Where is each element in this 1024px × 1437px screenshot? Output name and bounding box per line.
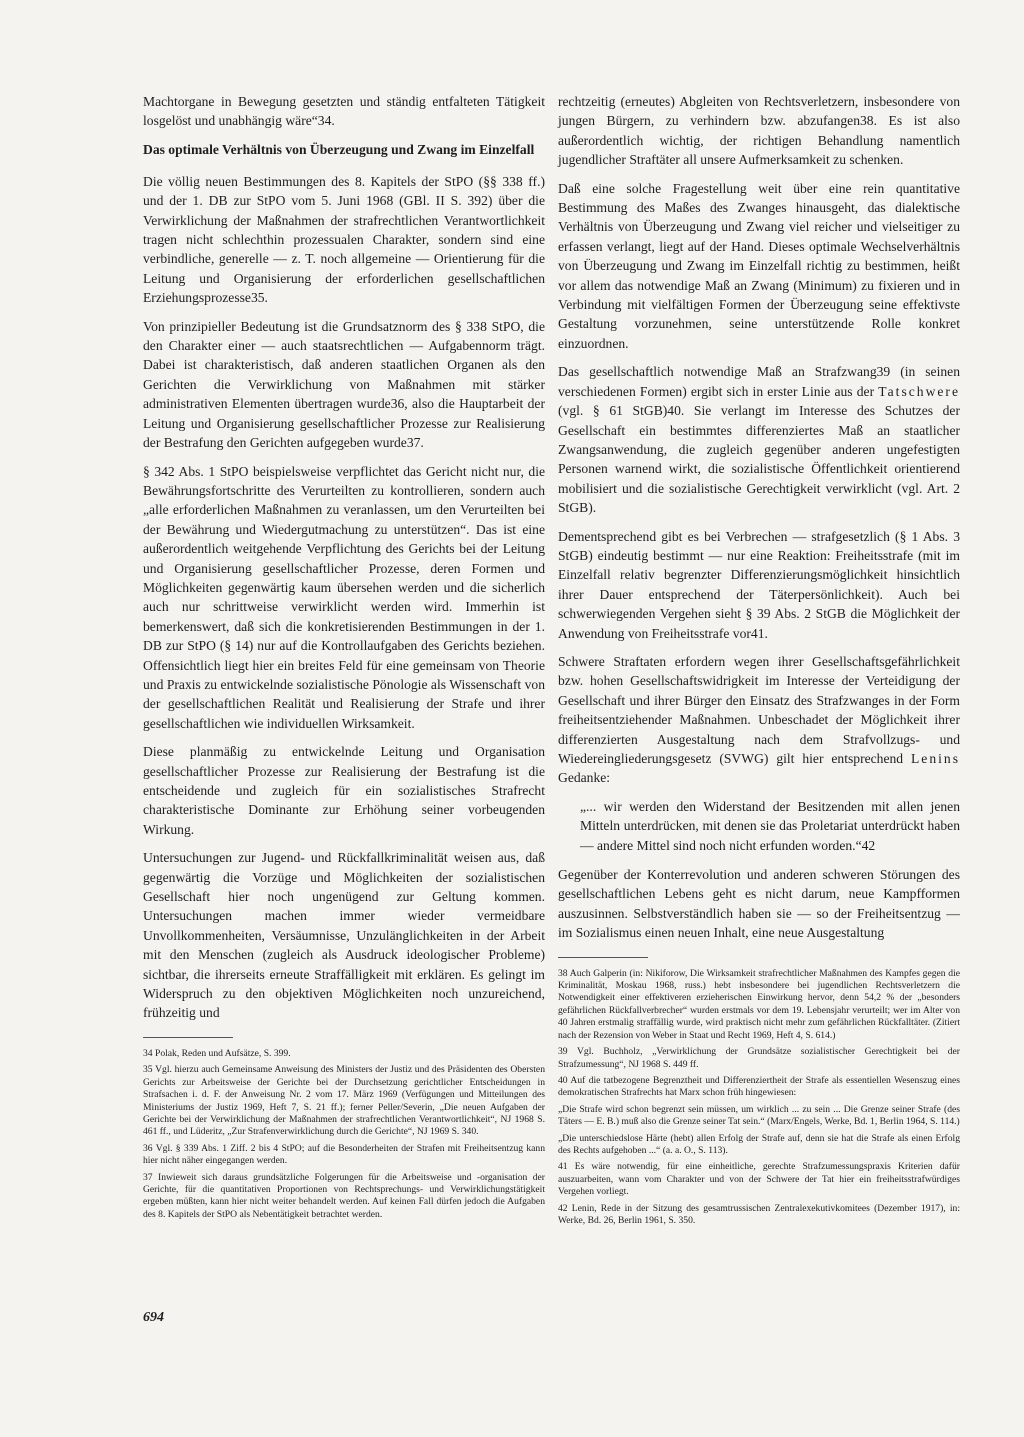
footnote: 40 Auf die tatbezogene Begrenztheit und Differenziertheit der Strafe als essentiellen Wesenszug eines demokratischen Strafrechts hat Marx schon früh hingewiesen: [558,1074,960,1099]
paragraph: Dementsprechend gibt es bei Verbrechen — strafgesetzlich (§ 1 Abs. 3 StGB) eindeutig bestimmt — nur eine Reaktion: Freiheitsstrafe (mit im Einzelfall relativ begrenzter Differenzierungsmöglichkeit hinsichtlich ihrer Dauer entsprechend der Täterpersönlichkeit). Auch bei schwerwiegenden Vergehen sieht § 39 Abs. 2 StGB die Möglichkeit der Anwendung von Freiheitsstrafe vor41. [558,528,960,641]
right-column [558,92,960,1231]
text-span: (vgl. § 61 StGB)40. Sie verlangt im Interesse des Schutzes der Gesellschaft ein bestimmtes differenziertes Maß an staatlicher Zwangsanwendung, die zugleich gegenüber anderen ungefestigten Personen warnend wirkt, die sozialistische Öffentlichkeit orientierend mobilisiert und die sozialistische Gerechtigkeit verwirklicht (vgl. Art. 2 StGB). [558,403,960,516]
footnote: 42 Lenin, Rede in der Sitzung des gesamtrussischen Zentralexekutivkomitees (Dezember 1917), in: Werke, Bd. 26, Berlin 1961, S. 350. [558,1202,960,1226]
footnote: 35 Vgl. hierzu auch Gemeinsame Anweisung des Ministers der Justiz und des Präsidenten des Obersten Gerichts zur Arbeitsweise der Gerichte bei der Durchsetzung gerichtlicher Entscheidungen in Strafsachen i. d. F. der Anweisung Nr. 2 vom 17. März 1969 (Verfügungen und Mitteilungen des Ministeriums der Justiz 1969, Heft 7, S. 21 ff.); ferner Peller/Severin, „Die neuen Aufgaben der Gerichte bei der Verwirklichung der Maßnahmen der strafrechtlichen Verantwortlichkeit“, NJ 1968 S. 461 ff., und Lüderitz, „Zur Strafenverwirklichung durch die Gerichte“, NJ 1969 S. 340. [143,1064,545,1138]
paragraph-intro-right: rechtzeitig (erneutes) Abgleiten von Rechtsverletzern, insbesondere von jungen Bürgern, zu verhindern bzw. abzufangen38. Es ist also außerordentlich wichtig, der richtigen Behandlung namentlich jugendlicher Straftäter all unsere Aufmerksamkeit zu schenken. [558,94,960,168]
paragraph [558,652,960,788]
left-column [143,92,545,1225]
footnote-divider [143,1037,233,1038]
footnote: 37 Inwieweit sich daraus grundsätzliche Folgerungen für die Arbeitsweise und -organisation der Gerichte, für die quantitativen Proportionen von Rechtsprechungs- und Verwirklichungstätigkeit ergeben müßten, kann hier nicht weiter behandelt werden. Auf keinen Fall dürfen jedoch die Aufgaben des 8. Kapitels der StPO als Nebentätigkeit betrachtet werden. [143,1171,545,1220]
lenin-quote: „... wir werden den Widerstand der Besitzenden mit allen jenen Mitteln unterdrücken, mit denen sie das Proletariat unterdrückt haben — andere Mittel sind noch nicht erfunden worden.“42 [580,798,960,853]
section-heading: Das optimale Verhältnis von Überzeugung und Zwang im Einzelfall [143,141,535,157]
page-number: 694 [143,1310,164,1325]
paragraph: Daß eine solche Fragestellung weit über eine rein quantitative Bestimmung des Maßes des Zwanges hinausgeht, das dialektische Verhältnis von Überzeugung und Zwang viel reicher und vielseitiger zu erfassen verlangt, liegt auf der Hand. Dieses optimale Wechselverhältnis von Überzeugung und Zwang im Einzelfall richtig zu bestimmen, heißt vor allem das notwendige Maß an Zwang (Minimum) zu fixieren und in Verbindung mit vielfältigen Formen der Überzeugung seine effektivste Gestaltung vorzunehmen, seine unterstützende Rolle konkret einzuordnen. [558,180,960,351]
paragraph-intro-left: Machtorgane in Bewegung gesetzten und ständig entfalteten Tätigkeit losgelöst und unabhängig wäre“34. [143,94,545,129]
spaced-term: Tatschwere [878,383,960,399]
footnote-quote: „Die Strafe wird schon begrenzt sein müssen, um wirklich ... zu sein ... Die Grenze seiner Strafe (des Täters — E. B.) muß also die Grenze seiner Tat sein.“ (Marx/Engels, Werke, Bd. 1, Berlin 1964, S. 114.) [558,1103,960,1128]
text-span: Gedanke: [558,770,611,786]
paragraph: Untersuchungen zur Jugend- und Rückfallkriminalität weisen aus, daß gegenwärtig die Vorzüge und Möglichkeiten der sozialistischen Gesellschaft hier noch ungenügend zur Geltung kommen. Untersuchungen machen immer wieder vermeidbare Unvollkommenheiten, Versäumnisse, Unzulänglichkeiten in der Arbeit mit den Menschen (zugleich als Ausdruck ideologischer Probleme) sichtbar, die ihrerseits erneute Straffälligkeit mit erklären. Es gelingt im Widerspruch zu den objektiven Möglichkeiten noch unzureichend, frühzeitig und [143,850,545,1021]
text-span: Schwere Straftaten erfordern wegen ihrer Gesellschaftsgefährlichkeit bzw. hohen Gesellschaftswidrigkeit im Interesse der Verteidigung der Gesellschaft und ihrer Bürger den Einsatz des Strafzwanges in der Form freiheitsentziehender Maßnahmen. Unbeschadet der Möglichkeit ihrer differenzierten Ausgestaltung nach dem Strafvollzugs- und Wiedereingliederungsgesetz (SVWG) gilt hier entsprechend [558,653,960,766]
footnote: 41 Es wäre notwendig, für eine einheitliche, gerechte Strafzumessungspraxis Kriterien dafür auszuarbeiten, wann vom Charakter und von der Schwere der Tat hier ein freiheitsstrafwürdiges Vergehen vorliegt. [558,1161,960,1198]
paragraph: Diese planmäßig zu entwickelnde Leitung und Organisation gesellschaftlicher Prozesse zur Realisierung der Bestrafung ist die entscheidende und zugleich für ein sozialistisches Strafrecht charakteristische Dominante zur Erhöhung seiner vorbeugenden Wirkung. [143,744,545,837]
footnote: 36 Vgl. § 339 Abs. 1 Ziff. 2 bis 4 StPO; auf die Besonderheiten der Strafen mit Freiheitsentzug kann hier nicht näher eingegangen werden. [143,1142,545,1167]
footnote: 39 Vgl. Buchholz, „Verwirklichung der Grundsätze sozialistischer Gerechtigkeit bei der Strafzumessung“, NJ 1968 S. 449 ff. [558,1046,960,1070]
footnotes-right [558,968,960,1228]
footnote-quote: „Die unterschiedslose Härte (hebt) allen Erfolg der Strafe auf, denn sie hat die Strafe als einen Erfolg des Rechts aufgehoben ...“ (a. a. O., S. 113). [558,1132,960,1156]
footnote-divider [558,957,648,958]
paragraph: Die völlig neuen Bestimmungen des 8. Kapitels der StPO (§§ 338 ff.) und der 1. DB zur StPO vom 5. Juni 1968 (GBl. II S. 392) über die Verwirklichung der Maßnahmen der strafrechtlichen Verantwortlichkeit tragen nicht schlechthin prozessualen Charakter, sondern sind eine verbindliche, generelle — z. T. noch allgemeine — Orientierung für die Leitung und Organisierung der erforderlichen gesellschaftlichen Erziehungsprozesse35. [143,173,545,306]
paragraph [558,362,960,517]
footnote: 34 Polak, Reden und Aufsätze, S. 399. [143,1047,291,1059]
text-span: Das gesellschaftlich notwendige Maß an Strafzwang39 (in seinen verschiedenen Formen) ergibt sich in erster Linie aus der [558,364,960,399]
paragraph: § 342 Abs. 1 StPO beispielsweise verpflichtet das Gericht nicht nur, die Bewährungsfortschritte des Verurteilten zu kontrollieren, sondern auch „alle erforderlichen Maßnahmen zu veranlassen, um den Verurteilten bei der Bewährung und Wiedergutmachung zu unterstützen“. Das ist eine außerordentlich weitgehende Verpflichtung des Gerichts bei der Leitung und Organisierung gesellschaftlicher Prozesse, deren Formen und Möglichkeiten gegenwärtig kaum übersehen werden und die sicherlich auch nur schrittweise verwirklicht werden wird. Immerhin ist bemerkenswert, daß sich die konkretisierenden Bestimmungen in der 1. DB zur StPO (§ 14) nur auf die Kontrollaufgaben des Gerichts beziehen. Offensichtlich liegt hier ein breites Feld für eine gemeinsam von Theorie und Praxis zu entwickelnde sozialistische Pönologie als Wissenschaft von der gesellschaftlichen Realität und Realisierung der Strafe und ihrer gesellschaftlichen wie individuellen Wirksamkeit. [143,463,545,731]
paragraph: Gegenüber der Konterrevolution und anderen schweren Störungen des gesellschaftlichen Lebens geht es nicht darum, neue Kampfformen auszusinnen. Selbstverständlich haben sie — so der Freiheitsentzug — im Sozialismus einen neuen Inhalt, eine neue Ausgestaltung [558,867,960,941]
footnotes-left [143,1048,545,1221]
footnote: 38 Auch Galperin (in: Nikiforow, Die Wirksamkeit strafrechtlicher Maßnahmen des Kampfes gegen die Kriminalität, Moskau 1968, russ.) hebt insbesondere bei jugendlichen Rechtsverletzern die Notwendigkeit einer effektiveren erzieherischen Einwirkung hervor, denn 54,2 % der „besonders gefährlichen Rückfallverbrecher“ wurden erstmals vor dem 19. Lebensjahr verurteilt; wer im Alter von 40 Jahren erstmalig straffällig wurde, wird praktisch nicht mehr zum gefährlichen Rückfalltäter. (Zitiert nach der Rezension von Weber in Staat und Recht 1969, Heft 4, S. 614.) [558,967,960,1041]
spaced-term: Lenins [911,751,960,766]
paragraph: Von prinzipieller Bedeutung ist die Grundsatznorm des § 338 StPO, die den Charakter einer — auch staatsrechtlichen — Aufgabennorm trägt. Dabei ist charakteristisch, daß anderen staatlichen Organen als den Gerichten die Verwirklichung von Maßnahmen mit stärker administrativen Elementen übertragen wurde36, also die Hauptarbeit der Leitung und Organisierung gesellschaftlicher Prozesse zur Realisierung der Bestrafung den Gerichten aufgegeben wurde37. [143,318,545,451]
